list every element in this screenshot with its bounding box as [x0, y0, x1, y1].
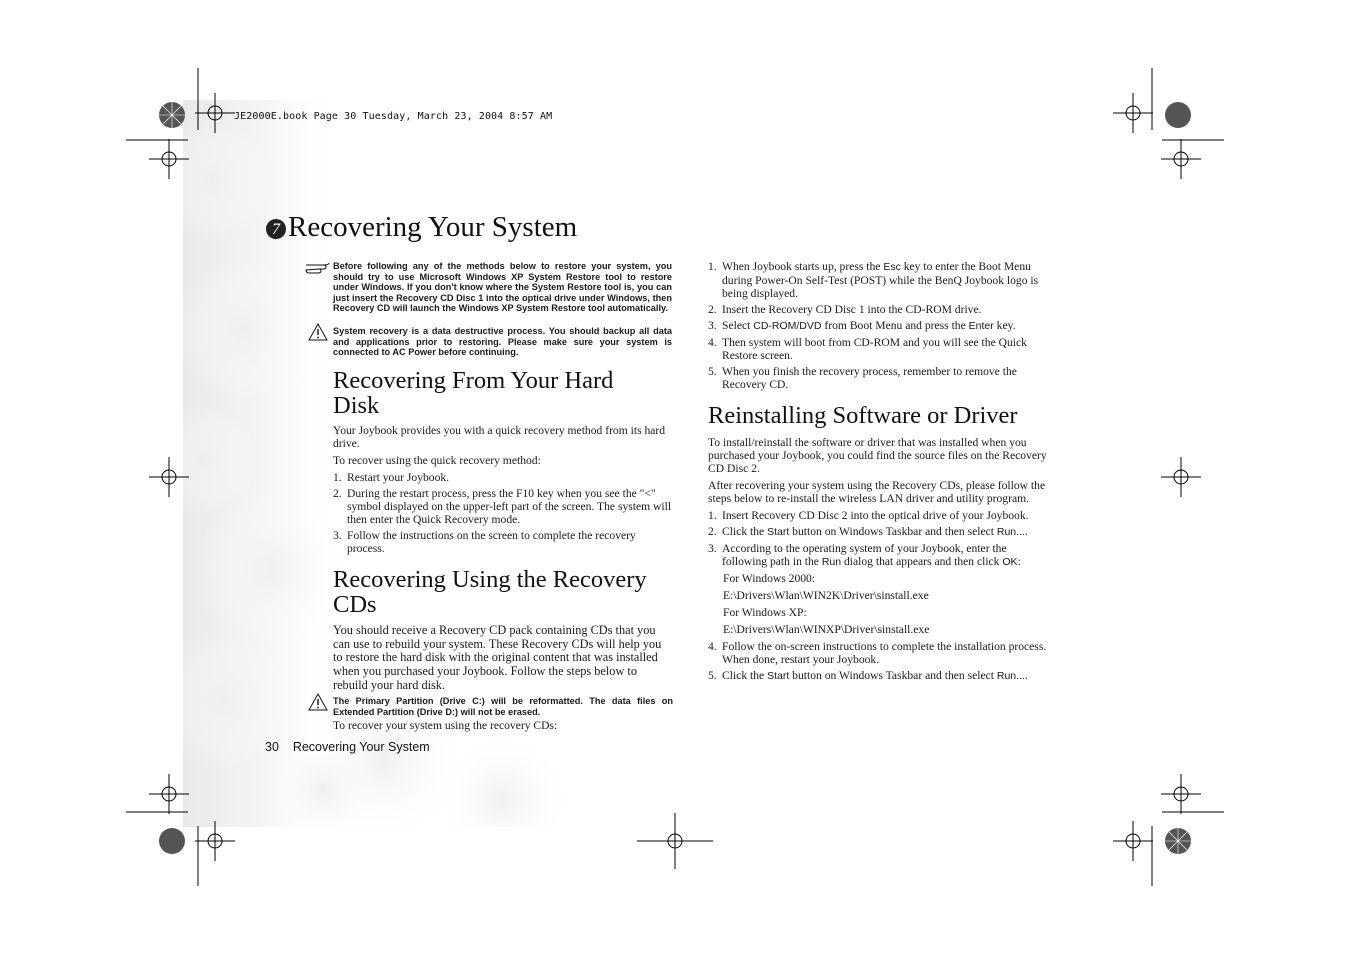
heading-recover-hard-disk: Recovering From Your Hard Disk: [333, 367, 614, 419]
warning-triangle-icon: [308, 323, 328, 341]
heading-reinstall: Reinstalling Software or Driver: [708, 402, 1018, 429]
paragraph: You should receive a Recovery CD pack containing CDs that you can use to rebuild your system. These Recovery CDs will help you to restore the hard disk with the original content that was installed when you purchased your Joybook. Follow the steps below to rebuild your hard disk.: [333, 623, 662, 692]
run-label: Run...: [996, 670, 1025, 682]
steps-list-hard-disk: [333, 471, 673, 555]
list-item: 2. Insert the Recovery CD Disc 1 into the CD-ROM drive.: [708, 303, 982, 316]
chapter-number-icon: 7: [266, 219, 286, 239]
list-item: 4. Follow the on-screen instructions to complete the installation process. When done, restart your Joybook.: [708, 640, 1047, 666]
list-item: 1. When Joybook starts up, press the Esc key to enter the Boot Menu during Power-On Self-Test (POST) while the BenQ Joybook logo is being displayed.: [708, 260, 1039, 300]
list-item: 2. During the restart process, press the F10 key when you see the "<" symbol displayed on the upper-left part of the screen. The system will then enter the Quick Recovery mode.: [333, 487, 672, 526]
steps-list-reinstall-cont: [708, 640, 1048, 683]
left-column: [333, 368, 673, 697]
key-esc: Esc: [883, 261, 901, 273]
paragraph: Your Joybook provides you with a quick recovery method from its hard drive.: [333, 424, 666, 450]
list-item: 2. Click the Start button on Windows Taskbar and then select Run....: [708, 525, 1028, 538]
steps-list-reinstall: [708, 509, 1048, 569]
path-value: E:\Drivers\Wlan\WINXP\Driver\sinstall.exe: [723, 623, 930, 636]
path-label: For Windows XP:: [723, 606, 807, 619]
heading-recover-cds: Recovering Using the Recovery CDs: [333, 566, 647, 618]
note-system-restore: Before following any of the methods below to restore your system, you should try to use Microsoft Windows XP System Restore tool to restore under Windows. If you don't know where the System Restore tool is, you can just insert the Recovery CD Disc 1 into the optical drive under Windows, then Recovery CD will launch the Windows XP System Restore tool automatically.: [333, 261, 672, 313]
path-value: E:\Drivers\Wlan\WIN2K\Driver\sinstall.exe: [723, 589, 929, 602]
warning-data-destructive: System recovery is a data destructive process. You should backup all data and applications prior to restoring. Please make sure your system is connected to AC Power before continuing.: [333, 326, 672, 357]
start-label: Start: [767, 670, 790, 682]
list-item: 1. Restart your Joybook.: [333, 471, 450, 484]
list-item: 4. Then system will boot from CD-ROM and you will see the Quick Restore screen.: [708, 336, 1027, 362]
warning-partition: The Primary Partition (Drive C:) will be reformatted. The data files on Extended Partition (Drive D:) will not be erased.: [333, 696, 673, 717]
steps-list-recovery-cd: [708, 260, 1048, 391]
key-enter: Enter: [968, 320, 994, 332]
menu-cd-rom-dvd: CD-ROM/DVD: [753, 320, 822, 332]
paragraph: To recover your system using the recovery CDs:: [333, 719, 558, 732]
list-item: 5. When you finish the recovery process, remember to remove the Recovery CD.: [708, 365, 1017, 391]
list-item: 3. According to the operating system of your Joybook, enter the following path in the Run dialog that appears and then click OK:: [708, 542, 1021, 568]
right-column: [708, 260, 1048, 686]
run-label: Run...: [996, 526, 1025, 538]
list-item: 3. Select CD-ROM/DVD from Boot Menu and press the Enter key.: [708, 319, 1016, 332]
ok-label: OK: [1002, 556, 1018, 568]
list-item: 1. Insert Recovery CD Disc 2 into the optical drive of your Joybook.: [708, 509, 1029, 522]
warning-triangle-icon: [308, 693, 328, 711]
page-footer: [265, 740, 430, 754]
print-header: JE2000E.book Page 30 Tuesday, March 23, 2004 8:57 AM: [234, 111, 553, 122]
paragraph: To install/reinstall the software or driver that was installed when you purchased your Joybook, you could find the source files on the Recovery CD Disc 2.: [708, 436, 1047, 475]
chapter-title: 7 Recovering Your System: [266, 211, 577, 244]
paragraph: To recover using the quick recovery method:: [333, 454, 541, 467]
start-label: Start: [767, 526, 790, 538]
paragraph: After recovering your system using the Recovery CDs, please follow the steps below to re-install the wireless LAN driver and utility program.: [708, 479, 1046, 505]
pointing-hand-icon: [305, 260, 331, 274]
run-label: Run: [821, 556, 842, 568]
path-label: For Windows 2000:: [723, 572, 816, 585]
page-number: 30: [265, 740, 279, 754]
list-item: 3. Follow the instructions on the screen to complete the recovery process.: [333, 529, 636, 555]
footer-title: Recovering Your System: [292, 740, 430, 754]
list-item: 5. Click the Start button on Windows Taskbar and then select Run....: [708, 669, 1028, 682]
